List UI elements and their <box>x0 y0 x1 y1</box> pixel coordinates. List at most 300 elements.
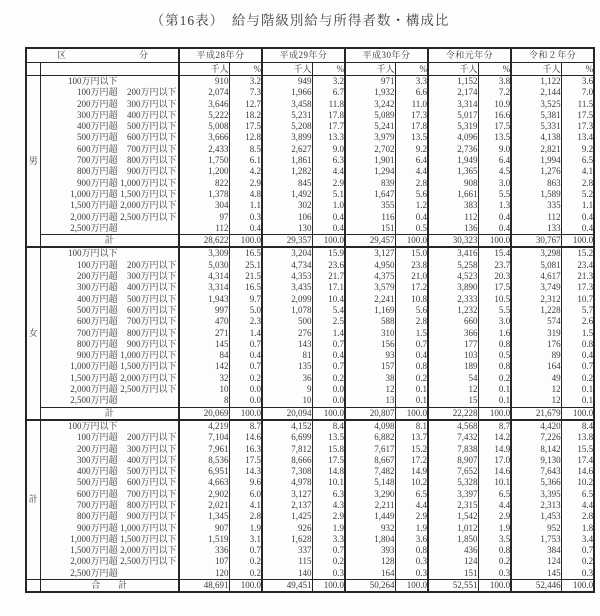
value-cell: 2,144 <box>511 87 561 98</box>
value-cell: 5,081 <box>511 260 561 271</box>
bracket-lower-bound: 400万円超 <box>76 466 118 477</box>
value-cell: 9 <box>262 384 312 395</box>
percent-cell: 0.4 <box>229 223 262 235</box>
salary-table <box>25 47 595 593</box>
percent-cell: 6.5 <box>561 489 594 500</box>
value-cell: 130 <box>262 223 312 235</box>
value-cell: 1,647 <box>345 189 395 200</box>
percent-cell: 18.2 <box>229 110 262 121</box>
percent-header-2: % <box>395 62 428 76</box>
value-cell: 38 <box>345 373 395 384</box>
value-cell: 135 <box>262 361 312 372</box>
bracket-label <box>40 350 179 361</box>
table-row <box>26 523 594 534</box>
bracket-lower-bound: 2,500万円超 <box>70 567 118 578</box>
value-cell: 124 <box>511 556 561 567</box>
percent-cell: 1.1 <box>561 200 594 211</box>
value-cell: 8,907 <box>428 455 478 466</box>
table-row <box>26 305 594 316</box>
value-cell: 6,882 <box>345 432 395 443</box>
percent-cell: 0.7 <box>561 361 594 372</box>
value-cell: 2,074 <box>179 87 229 98</box>
percent-cell: 15.2 <box>561 247 594 259</box>
table-row <box>26 316 594 327</box>
bracket-lower-bound: 1,000万円超 <box>70 188 118 199</box>
value-cell: 1,294 <box>345 166 395 177</box>
value-cell: 49 <box>511 373 561 384</box>
value-cell: 29,457 <box>345 235 395 248</box>
percent-cell: 4.4 <box>478 500 511 511</box>
table-row <box>26 76 594 88</box>
value-cell: 5,008 <box>179 121 229 132</box>
bracket-label <box>40 76 179 88</box>
percent-cell: 15.9 <box>312 247 345 259</box>
bracket-lower-bound: 400万円超 <box>76 121 118 132</box>
value-cell: 574 <box>511 316 561 327</box>
value-cell: 176 <box>511 339 561 350</box>
table-row <box>26 282 594 293</box>
percent-cell: 100.0 <box>229 407 262 420</box>
value-cell: 319 <box>511 328 561 339</box>
bracket-upper-bound: 2,500万円以下 <box>120 384 177 395</box>
percent-cell: 9.6 <box>229 477 262 488</box>
percent-cell: 16.5 <box>229 247 262 259</box>
bracket-upper-bound: 900万円以下 <box>126 511 177 522</box>
value-cell: 145 <box>179 339 229 350</box>
percent-cell: 3.2 <box>312 76 345 88</box>
value-cell: 1,282 <box>262 166 312 177</box>
value-cell: 97 <box>179 212 229 223</box>
year-header-0: 平成28年分 <box>179 48 262 62</box>
percent-cell: 1.5 <box>561 328 594 339</box>
percent-cell: 2.8 <box>395 316 428 327</box>
percent-cell: 6.5 <box>395 489 428 500</box>
percent-cell: 3.3 <box>312 534 345 545</box>
percent-cell: 0.3 <box>229 212 262 223</box>
percent-cell: 0.4 <box>561 212 594 223</box>
table-row <box>26 223 594 235</box>
table-row <box>26 132 594 143</box>
value-cell: 1,228 <box>511 305 561 316</box>
value-cell: 89 <box>511 350 561 361</box>
percent-cell: 17.5 <box>478 282 511 293</box>
percent-cell: 2.8 <box>229 511 262 522</box>
percent-cell: 0.1 <box>395 395 428 407</box>
percent-cell: 0.5 <box>395 223 428 235</box>
bracket-label <box>40 247 179 259</box>
bracket-upper-bound: 800万円以下 <box>126 155 177 166</box>
percent-header-3: % <box>478 62 511 76</box>
section-total-label: 計 <box>40 235 179 248</box>
kubun-left-label: 区 <box>57 50 67 60</box>
value-cell: 2,315 <box>428 500 478 511</box>
value-cell: 7,812 <box>262 444 312 455</box>
value-cell: 124 <box>428 556 478 567</box>
value-cell: 355 <box>345 200 395 211</box>
percent-cell: 17.5 <box>312 455 345 466</box>
value-cell: 4,568 <box>428 420 478 432</box>
gender-header-spacer <box>26 62 40 76</box>
bracket-upper-bound: 200万円以下 <box>126 432 177 443</box>
value-cell: 20,094 <box>262 407 312 420</box>
percent-cell: 6.6 <box>395 87 428 98</box>
value-cell: 997 <box>179 305 229 316</box>
table-row <box>26 121 594 132</box>
percent-cell: 14.9 <box>395 466 428 477</box>
table-row <box>26 271 594 282</box>
percent-cell: 6.0 <box>229 489 262 500</box>
percent-cell: 15.4 <box>478 247 511 259</box>
value-cell: 3,525 <box>511 99 561 110</box>
value-cell: 1,901 <box>345 155 395 166</box>
table-row <box>26 477 594 488</box>
value-cell: 115 <box>262 556 312 567</box>
percent-cell: 20.3 <box>478 271 511 282</box>
year-header-3: 令和元年分 <box>428 48 511 62</box>
table-row <box>26 455 594 466</box>
percent-cell: 17.1 <box>312 282 345 293</box>
percent-cell: 15.8 <box>312 444 345 455</box>
value-cell: 393 <box>345 545 395 556</box>
percent-cell: 0.2 <box>395 373 428 384</box>
percent-cell: 0.4 <box>395 350 428 361</box>
table-row <box>26 373 594 384</box>
table-row <box>26 395 594 407</box>
bracket-lower-bound: 500万円超 <box>76 304 118 315</box>
bracket-lower-bound: 500万円超 <box>76 132 118 143</box>
table-row <box>26 189 594 200</box>
bracket-upper-bound: 600万円以下 <box>126 304 177 315</box>
bracket-label <box>40 178 179 189</box>
value-cell: 30,323 <box>428 235 478 248</box>
percent-cell: 5.4 <box>312 305 345 316</box>
bracket-upper-bound: 500万円以下 <box>126 466 177 477</box>
value-cell: 1,078 <box>262 305 312 316</box>
value-cell: 5,258 <box>428 260 478 271</box>
value-cell: 93 <box>345 350 395 361</box>
percent-cell: 6.5 <box>478 489 511 500</box>
percent-cell: 2.6 <box>561 316 594 327</box>
bracket-label <box>40 132 179 143</box>
value-cell: 4,950 <box>345 260 395 271</box>
value-cell: 3,242 <box>345 99 395 110</box>
value-cell: 1,628 <box>262 534 312 545</box>
percent-cell: 2.9 <box>312 511 345 522</box>
table-row <box>26 247 594 259</box>
percent-cell: 1.9 <box>312 523 345 534</box>
value-cell: 310 <box>345 328 395 339</box>
bracket-label <box>40 420 179 432</box>
percent-cell: 2.9 <box>229 178 262 189</box>
percent-cell: 0.4 <box>561 350 594 361</box>
value-cell: 12 <box>511 384 561 395</box>
value-cell: 2,312 <box>511 294 561 305</box>
value-cell: 10 <box>262 395 312 407</box>
bracket-upper-bound: 1,000万円以下 <box>120 522 177 533</box>
percent-cell: 0.8 <box>478 361 511 372</box>
bracket-lower-bound: 500万円超 <box>76 477 118 488</box>
value-cell: 54 <box>428 373 478 384</box>
unit-header-4: 千人 <box>511 62 561 76</box>
value-cell: 1,345 <box>179 511 229 522</box>
table-row <box>26 568 594 580</box>
percent-cell: 17.8 <box>395 121 428 132</box>
percent-cell: 3.6 <box>395 534 428 545</box>
percent-cell: 1.9 <box>229 523 262 534</box>
bracket-lower-bound: 2,500万円超 <box>70 222 118 233</box>
percent-cell: 17.5 <box>478 121 511 132</box>
percent-cell: 0.4 <box>478 212 511 223</box>
value-cell: 164 <box>345 568 395 580</box>
percent-cell: 3.1 <box>229 534 262 545</box>
value-cell: 304 <box>179 200 229 211</box>
percent-cell: 0.3 <box>395 556 428 567</box>
value-cell: 7,308 <box>262 466 312 477</box>
percent-cell: 0.7 <box>229 545 262 556</box>
percent-cell: 4.5 <box>478 166 511 177</box>
percent-cell: 6.3 <box>312 155 345 166</box>
percent-cell: 16.3 <box>229 444 262 455</box>
percent-cell: 0.4 <box>561 223 594 235</box>
percent-cell: 6.4 <box>478 155 511 166</box>
percent-cell: 4.4 <box>395 500 428 511</box>
percent-cell: 0.2 <box>561 556 594 567</box>
percent-cell: 0.2 <box>229 556 262 567</box>
bracket-lower-bound: 700万円超 <box>76 155 118 166</box>
value-cell: 2,211 <box>345 500 395 511</box>
percent-cell: 0.8 <box>478 339 511 350</box>
value-cell: 336 <box>179 545 229 556</box>
value-cell: 3,646 <box>179 99 229 110</box>
percent-cell: 1.1 <box>229 200 262 211</box>
table-row <box>26 350 594 361</box>
value-cell: 120 <box>179 568 229 580</box>
value-cell: 8,536 <box>179 455 229 466</box>
value-cell: 971 <box>345 76 395 88</box>
bracket-upper-bound: 1,000万円以下 <box>120 177 177 188</box>
table-row <box>26 87 594 98</box>
bracket-label <box>40 432 179 443</box>
bracket-lower-bound: 600万円超 <box>76 316 118 327</box>
percent-cell: 6.5 <box>561 155 594 166</box>
table-row <box>26 500 594 511</box>
value-cell: 276 <box>262 328 312 339</box>
bracket-lower-bound: 300万円超 <box>76 109 118 120</box>
value-cell: 4,734 <box>262 260 312 271</box>
value-cell: 1,850 <box>428 534 478 545</box>
value-cell: 1,949 <box>428 155 478 166</box>
percent-cell: 0.0 <box>312 384 345 395</box>
value-cell: 3,397 <box>428 489 478 500</box>
percent-cell: 1.9 <box>395 523 428 534</box>
value-cell: 1,861 <box>262 155 312 166</box>
header-row-units <box>26 62 594 76</box>
percent-cell: 0.1 <box>478 395 511 407</box>
unit-header-2: 千人 <box>345 62 395 76</box>
value-cell: 20,069 <box>179 407 229 420</box>
value-cell: 156 <box>345 339 395 350</box>
percent-cell: 0.7 <box>312 361 345 372</box>
percent-cell: 3.0 <box>478 316 511 327</box>
value-cell: 21,679 <box>511 407 561 420</box>
value-cell: 13 <box>345 395 395 407</box>
bracket-lower-bound: 300万円超 <box>76 454 118 465</box>
value-cell: 136 <box>428 223 478 235</box>
percent-cell: 100.0 <box>561 235 594 248</box>
year-header-4: 令和２年分 <box>511 48 594 62</box>
value-cell: 1,152 <box>428 76 478 88</box>
value-cell: 3,204 <box>262 247 312 259</box>
value-cell: 4,219 <box>179 420 229 432</box>
value-cell: 7,104 <box>179 432 229 443</box>
percent-cell: 14.6 <box>561 466 594 477</box>
value-cell: 143 <box>262 339 312 350</box>
bracket-label <box>40 373 179 384</box>
percent-cell: 2.3 <box>229 316 262 327</box>
value-cell: 1,012 <box>428 523 478 534</box>
percent-cell: 14.6 <box>478 466 511 477</box>
value-cell: 103 <box>428 350 478 361</box>
percent-cell: 13.5 <box>478 132 511 143</box>
value-cell: 8 <box>179 395 229 407</box>
percent-cell: 0.4 <box>395 212 428 223</box>
percent-cell: 9.0 <box>478 144 511 155</box>
percent-cell: 17.3 <box>561 121 594 132</box>
percent-cell: 17.7 <box>312 121 345 132</box>
value-cell: 907 <box>179 523 229 534</box>
bracket-lower-bound: 900万円超 <box>76 177 118 188</box>
value-cell: 4,152 <box>262 420 312 432</box>
bracket-lower-bound: 2,500万円超 <box>70 395 118 406</box>
value-cell: 5,381 <box>511 110 561 121</box>
percent-cell: 21.0 <box>395 271 428 282</box>
bracket-lower-bound: 600万円超 <box>76 143 118 154</box>
bracket-upper-bound: 2,000万円以下 <box>120 200 177 211</box>
percent-cell: 0.4 <box>478 223 511 235</box>
value-cell: 1,365 <box>428 166 478 177</box>
table-row <box>26 511 594 522</box>
percent-cell: 0.7 <box>229 339 262 350</box>
percent-cell: 0.5 <box>478 350 511 361</box>
value-cell: 4,314 <box>179 271 229 282</box>
bracket-lower-bound: 900万円超 <box>76 350 118 361</box>
value-cell: 660 <box>428 316 478 327</box>
value-cell: 1,449 <box>345 511 395 522</box>
percent-cell: 6.7 <box>312 87 345 98</box>
percent-cell: 16.6 <box>478 110 511 121</box>
table-row <box>26 200 594 211</box>
bracket-label <box>40 384 179 395</box>
value-cell: 7,652 <box>428 466 478 477</box>
bracket-label <box>40 110 179 121</box>
bracket-upper-bound: 1,500万円以下 <box>120 533 177 544</box>
percent-cell: 0.3 <box>395 568 428 580</box>
value-cell: 3,435 <box>262 282 312 293</box>
percent-cell: 13.3 <box>312 132 345 143</box>
percent-cell: 0.2 <box>229 373 262 384</box>
percent-cell: 7.3 <box>229 87 262 98</box>
value-cell: 7,432 <box>428 432 478 443</box>
value-cell: 4,375 <box>345 271 395 282</box>
bracket-lower-bound: 100万円超 <box>76 87 118 98</box>
percent-cell: 3.3 <box>395 76 428 88</box>
percent-cell: 0.3 <box>478 568 511 580</box>
value-cell: 12 <box>511 395 561 407</box>
percent-cell: 12.8 <box>229 132 262 143</box>
value-cell: 5,331 <box>511 121 561 132</box>
table-row <box>26 166 594 177</box>
table-row <box>26 432 594 443</box>
value-cell: 3,666 <box>179 132 229 143</box>
percent-cell: 8.7 <box>229 420 262 432</box>
bracket-lower-bound: 1,000万円超 <box>70 361 118 372</box>
percent-cell: 17.5 <box>229 455 262 466</box>
percent-cell: 2.9 <box>478 511 511 522</box>
percent-cell: 5.6 <box>395 305 428 316</box>
value-cell: 112 <box>511 212 561 223</box>
unit-header-3: 千人 <box>428 62 478 76</box>
percent-cell: 0.1 <box>561 395 594 407</box>
value-cell: 2,021 <box>179 500 229 511</box>
percent-cell: 1.9 <box>478 523 511 534</box>
bracket-lower-bound: 1,000万円超 <box>70 533 118 544</box>
table-row <box>26 212 594 223</box>
bracket-lower-bound: 1,500万円超 <box>70 545 118 556</box>
value-cell: 5,148 <box>345 477 395 488</box>
percent-header-4: % <box>561 62 594 76</box>
table-row <box>26 384 594 395</box>
percent-cell: 8.4 <box>312 420 345 432</box>
percent-cell: 15.2 <box>395 444 428 455</box>
header-row-years <box>26 48 594 62</box>
percent-cell: 21.3 <box>561 271 594 282</box>
bracket-label <box>40 444 179 455</box>
value-cell: 5,366 <box>511 477 561 488</box>
value-cell: 2,702 <box>345 144 395 155</box>
value-cell: 107 <box>179 556 229 567</box>
value-cell: 1,966 <box>262 87 312 98</box>
percent-cell: 13.5 <box>395 132 428 143</box>
value-cell: 4,978 <box>262 477 312 488</box>
percent-cell: 8.5 <box>229 144 262 155</box>
value-cell: 133 <box>511 223 561 235</box>
percent-cell: 100.0 <box>478 407 511 420</box>
percent-cell: 0.8 <box>395 361 428 372</box>
value-cell: 12 <box>345 384 395 395</box>
percent-cell: 15.5 <box>561 444 594 455</box>
bracket-lower-bound: 200万円超 <box>76 443 118 454</box>
value-cell: 52,551 <box>428 580 478 593</box>
bracket-label <box>40 328 179 339</box>
percent-cell: 0.4 <box>312 350 345 361</box>
value-cell: 145 <box>511 568 561 580</box>
percent-cell: 5.0 <box>229 305 262 316</box>
percent-cell: 10.7 <box>561 294 594 305</box>
section-total-row <box>26 235 594 248</box>
value-cell: 142 <box>179 361 229 372</box>
bracket-upper-bound: 200万円以下 <box>126 259 177 270</box>
percent-cell: 100.0 <box>478 580 511 593</box>
value-cell: 28,622 <box>179 235 229 248</box>
percent-cell: 0.3 <box>312 568 345 580</box>
value-cell: 3,890 <box>428 282 478 293</box>
bracket-label <box>40 121 179 132</box>
percent-cell: 21.5 <box>229 271 262 282</box>
value-cell: 1,994 <box>511 155 561 166</box>
percent-cell: 6.1 <box>229 155 262 166</box>
bracket-upper-bound: 2,000万円以下 <box>120 372 177 383</box>
unit-header-1: 千人 <box>262 62 312 76</box>
